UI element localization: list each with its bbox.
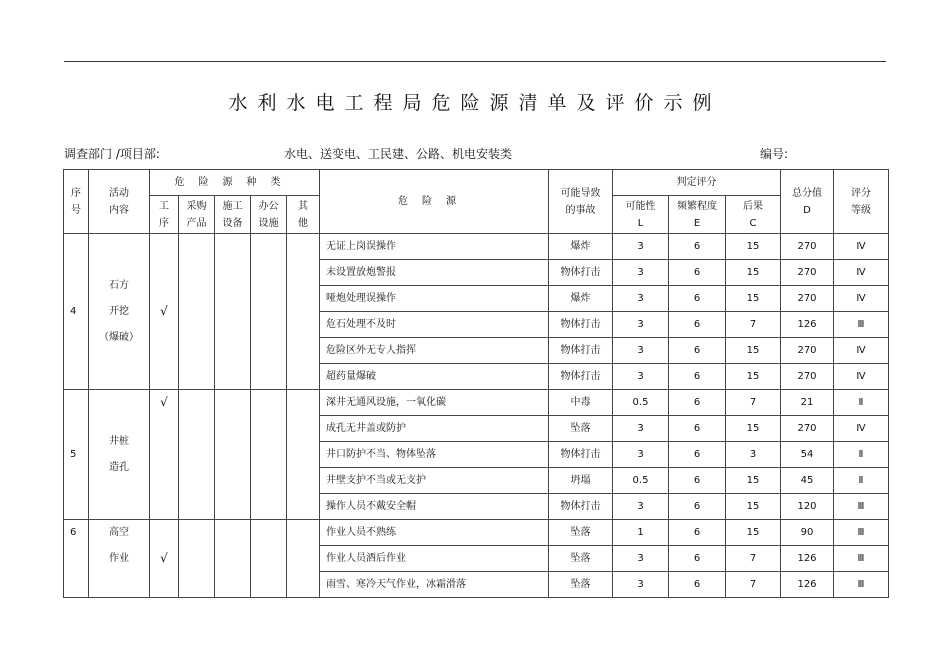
process-check-cell: √ (150, 520, 179, 598)
activity-line: 作业 (109, 553, 129, 564)
l-cell: 0.5 (613, 390, 669, 416)
header-hazard: 危险源 (320, 170, 549, 234)
type-equipment-cell (215, 520, 251, 598)
l-cell: 3 (613, 364, 669, 390)
hazard-cell: 操作人员不戴安全帽 (320, 494, 549, 520)
l-cell: 3 (613, 572, 669, 598)
e-cell: 6 (669, 520, 726, 546)
hazard-cell: 未设置放炮警报 (320, 260, 549, 286)
e-cell: 6 (669, 546, 726, 572)
seq-cell: 6 (64, 520, 89, 598)
hazard-cell: 危石处理不及时 (320, 312, 549, 338)
hazard-cell: 危险区外无专人指挥 (320, 338, 549, 364)
d-cell: 270 (781, 286, 834, 312)
process-check-cell: √ (150, 390, 179, 520)
e-cell: 6 (669, 234, 726, 260)
d-cell: 270 (781, 416, 834, 442)
d-cell: 126 (781, 312, 834, 338)
type-other-cell (287, 390, 320, 520)
grade-cell: Ⅲ (834, 312, 889, 338)
grade-cell: Ⅲ (834, 572, 889, 598)
d-cell: 45 (781, 468, 834, 494)
l-cell: 1 (613, 520, 669, 546)
d-cell: 270 (781, 260, 834, 286)
activity-line: 石方 (109, 279, 129, 291)
accident-cell: 物体打击 (549, 364, 613, 390)
e-cell: 6 (669, 364, 726, 390)
activity-line: 造孔 (109, 461, 129, 473)
header-l: 可能性 L (613, 196, 669, 234)
activity-cell (89, 520, 150, 598)
header-seq: 序 号 (64, 170, 89, 234)
e-cell: 6 (669, 312, 726, 338)
d-cell: 21 (781, 390, 834, 416)
hazard-cell: 雨雪、寒冷天气作业，冰霜滑落 (320, 572, 549, 598)
header-type-equipment: 施工 设备 (215, 196, 251, 234)
d-cell: 126 (781, 572, 834, 598)
type-office-cell (251, 520, 287, 598)
header-grade: 评分 等级 (834, 170, 889, 234)
process-check-cell: √ (150, 234, 179, 390)
header-type-process: 工 序 (150, 196, 179, 234)
grade-cell: Ⅳ (834, 234, 889, 260)
activity-line: 开挖 (109, 305, 129, 317)
grade-cell: Ⅲ (834, 520, 889, 546)
c-cell: 15 (726, 234, 781, 260)
c-cell: 15 (726, 286, 781, 312)
accident-cell: 物体打击 (549, 338, 613, 364)
c-cell: 7 (726, 390, 781, 416)
grade-cell: Ⅲ (834, 546, 889, 572)
hazard-cell: 超药量爆破 (320, 364, 549, 390)
grade-cell: Ⅳ (834, 364, 889, 390)
seq-cell: 5 (64, 390, 89, 520)
activity-line: （爆破） (99, 331, 139, 343)
l-cell: 3 (613, 260, 669, 286)
accident-cell: 坠落 (549, 546, 613, 572)
header-type-office: 办公 设施 (251, 196, 287, 234)
header-type-other: 其 他 (287, 196, 320, 234)
table-row (64, 520, 889, 546)
header-accident: 可能导致 的事故 (549, 170, 613, 234)
c-cell: 7 (726, 312, 781, 338)
type-equipment-cell (215, 234, 251, 390)
grade-cell: Ⅱ (834, 390, 889, 416)
accident-cell: 物体打击 (549, 442, 613, 468)
c-cell: 15 (726, 338, 781, 364)
header-total-d: 总分值 D (781, 170, 834, 234)
grade-cell: Ⅳ (834, 260, 889, 286)
c-cell: 7 (726, 546, 781, 572)
accident-cell: 爆炸 (549, 286, 613, 312)
grade-cell: Ⅳ (834, 286, 889, 312)
l-cell: 3 (613, 234, 669, 260)
hazard-table (63, 169, 889, 598)
grade-cell: Ⅱ (834, 442, 889, 468)
e-cell: 6 (669, 416, 726, 442)
l-cell: 3 (613, 286, 669, 312)
activity-line: 高空 (109, 527, 129, 538)
accident-cell: 中毒 (549, 390, 613, 416)
activity-line: 井桩 (109, 435, 129, 447)
number-label: 编号: (760, 147, 789, 161)
d-cell: 270 (781, 364, 834, 390)
d-cell: 54 (781, 442, 834, 468)
type-purchase-cell (179, 520, 215, 598)
page-title: 水利水电工程局危险源清单及评价示例 (228, 92, 722, 114)
c-cell: 15 (726, 468, 781, 494)
grade-cell: Ⅳ (834, 338, 889, 364)
seq-cell: 4 (64, 234, 89, 390)
l-cell: 3 (613, 312, 669, 338)
top-rule (64, 61, 886, 62)
accident-cell: 坠落 (549, 520, 613, 546)
c-cell: 15 (726, 494, 781, 520)
accident-cell: 物体打击 (549, 312, 613, 338)
e-cell: 6 (669, 390, 726, 416)
hazard-cell: 成孔无井盖或防护 (320, 416, 549, 442)
type-purchase-cell (179, 390, 215, 520)
e-cell: 6 (669, 442, 726, 468)
hazard-cell: 作业人员不熟练 (320, 520, 549, 546)
l-cell: 3 (613, 546, 669, 572)
header-type-purchase: 采购 产品 (179, 196, 215, 234)
e-cell: 6 (669, 286, 726, 312)
c-cell: 3 (726, 442, 781, 468)
d-cell: 270 (781, 234, 834, 260)
accident-cell: 坍塌 (549, 468, 613, 494)
type-other-cell (287, 234, 320, 390)
l-cell: 3 (613, 494, 669, 520)
l-cell: 3 (613, 416, 669, 442)
hazard-cell: 井口防护不当、物体坠落 (320, 442, 549, 468)
type-equipment-cell (215, 390, 251, 520)
l-cell: 3 (613, 338, 669, 364)
c-cell: 15 (726, 260, 781, 286)
type-office-cell (251, 390, 287, 520)
l-cell: 3 (613, 442, 669, 468)
c-cell: 15 (726, 416, 781, 442)
type-other-cell (287, 520, 320, 598)
e-cell: 6 (669, 260, 726, 286)
c-cell: 15 (726, 364, 781, 390)
c-cell: 7 (726, 572, 781, 598)
l-cell: 0.5 (613, 468, 669, 494)
table-row (64, 390, 889, 416)
d-cell: 90 (781, 520, 834, 546)
activity-cell (89, 390, 150, 520)
header-c: 后果 C (726, 196, 781, 234)
hazard-cell: 作业人员酒后作业 (320, 546, 549, 572)
d-cell: 120 (781, 494, 834, 520)
table-row (64, 234, 889, 260)
type-purchase-cell (179, 234, 215, 390)
d-cell: 270 (781, 338, 834, 364)
header-e: 频繁程度 E (669, 196, 726, 234)
grade-cell: Ⅱ (834, 468, 889, 494)
accident-cell: 坠落 (549, 572, 613, 598)
grade-cell: Ⅳ (834, 416, 889, 442)
category-label: 水电、送变电、工民建、公路、机电安装类 (284, 147, 513, 161)
header-hazard-type: 危险源种类 (150, 170, 320, 196)
type-office-cell (251, 234, 287, 390)
accident-cell: 爆炸 (549, 234, 613, 260)
e-cell: 6 (669, 572, 726, 598)
e-cell: 6 (669, 494, 726, 520)
hazard-cell: 深井无通风设施，一氧化碳 (320, 390, 549, 416)
e-cell: 6 (669, 338, 726, 364)
c-cell: 15 (726, 520, 781, 546)
hazard-cell: 无证上岗误操作 (320, 234, 549, 260)
e-cell: 6 (669, 468, 726, 494)
activity-cell (89, 234, 150, 390)
d-cell: 126 (781, 546, 834, 572)
hazard-cell: 井壁支护不当或无支护 (320, 468, 549, 494)
accident-cell: 物体打击 (549, 260, 613, 286)
grade-cell: Ⅲ (834, 494, 889, 520)
header-activity: 活动 内容 (89, 170, 150, 234)
accident-cell: 物体打击 (549, 494, 613, 520)
header-judge: 判定评分 (613, 170, 781, 196)
hazard-cell: 哑炮处理误操作 (320, 286, 549, 312)
accident-cell: 坠落 (549, 416, 613, 442)
dept-label: 调查部门 /项目部: (64, 147, 160, 161)
